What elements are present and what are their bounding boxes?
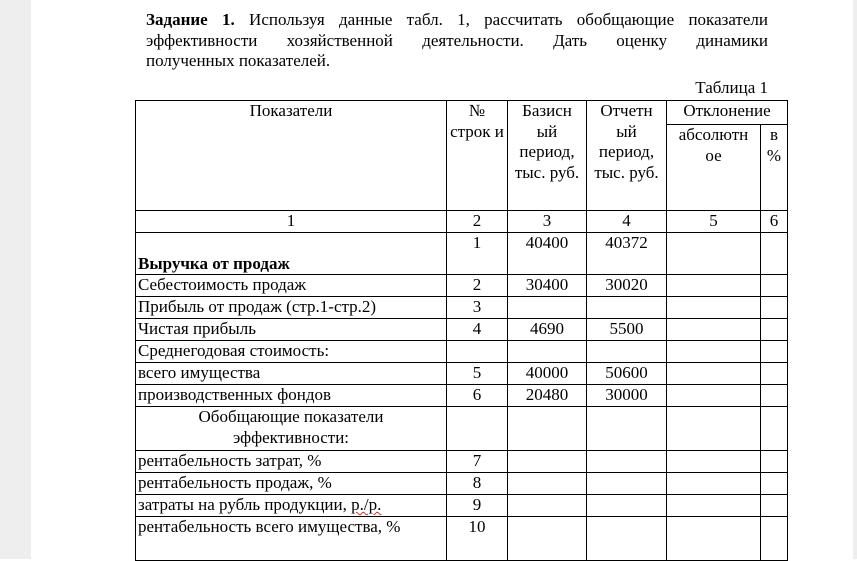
row-absolute-value bbox=[667, 451, 761, 473]
table-row bbox=[136, 233, 788, 275]
document-page bbox=[31, 0, 853, 559]
row-base-value: 30400 bbox=[508, 275, 587, 297]
row-base-value bbox=[508, 407, 587, 451]
row-name: Обобщающие показатели эффективности: bbox=[136, 407, 447, 451]
row-name: Себестоимость продаж bbox=[136, 275, 447, 297]
row-absolute-value bbox=[667, 385, 761, 407]
row-absolute-value bbox=[667, 319, 761, 341]
table-caption: Таблица 1 bbox=[695, 78, 768, 97]
task-line-2: эффективности хозяйственной деятельности. Дать оценку динамики bbox=[146, 30, 768, 50]
table-row bbox=[136, 495, 788, 517]
header-row-number: № строк и bbox=[447, 101, 508, 211]
row-number: 6 bbox=[447, 385, 508, 407]
table-row bbox=[136, 517, 788, 561]
row-report-value bbox=[587, 407, 667, 451]
row-report-value: 30000 bbox=[587, 385, 667, 407]
row-name bbox=[136, 495, 447, 517]
row-percent-value bbox=[761, 473, 788, 495]
row-percent-value bbox=[761, 407, 788, 451]
header-absolute: абсолютн ое bbox=[667, 125, 761, 211]
row-report-value bbox=[587, 473, 667, 495]
table-row bbox=[136, 451, 788, 473]
row-base-value bbox=[508, 517, 587, 561]
row-number bbox=[447, 341, 508, 363]
row-report-value bbox=[587, 341, 667, 363]
row-absolute-value bbox=[667, 473, 761, 495]
row-base-value: 40000 bbox=[508, 363, 587, 385]
task-paragraph bbox=[146, 10, 768, 72]
task-line-1 bbox=[146, 10, 768, 31]
column-number: 2 bbox=[447, 211, 508, 233]
table-row bbox=[136, 385, 788, 407]
row-name: Чистая прибыль bbox=[136, 319, 447, 341]
table-row bbox=[136, 473, 788, 495]
row-percent-value bbox=[761, 297, 788, 319]
row-report-value bbox=[587, 297, 667, 319]
row-absolute-value bbox=[667, 517, 761, 561]
row-base-value bbox=[508, 451, 587, 473]
row-percent-value bbox=[761, 385, 788, 407]
row-absolute-value bbox=[667, 363, 761, 385]
row-absolute-value bbox=[667, 407, 761, 451]
column-number: 5 bbox=[667, 211, 761, 233]
spellcheck-marked-text: р./р. bbox=[351, 495, 382, 514]
row-number: 1 bbox=[447, 233, 508, 275]
row-name-text: затраты на рубль продукции, bbox=[138, 495, 352, 514]
row-name: Прибыль от продаж (стр.1-стр.2) bbox=[136, 297, 447, 319]
table-row bbox=[136, 363, 788, 385]
left-margin-bar bbox=[0, 0, 32, 559]
row-number: 3 bbox=[447, 297, 508, 319]
task-label: Задание 1. bbox=[146, 10, 235, 29]
row-percent-value bbox=[761, 363, 788, 385]
row-number: 7 bbox=[447, 451, 508, 473]
indicators-table bbox=[135, 100, 788, 561]
row-absolute-value bbox=[667, 233, 761, 275]
row-absolute-value bbox=[667, 297, 761, 319]
task-line-3: полученных показателей. bbox=[146, 51, 331, 70]
column-number-row bbox=[136, 211, 788, 233]
row-name: рентабельность затрат, % bbox=[136, 451, 447, 473]
task-text-1: Используя данные табл. 1, рассчитать обобщающие показатели bbox=[249, 10, 768, 29]
row-percent-value bbox=[761, 451, 788, 473]
header-deviation: Отклонение bbox=[667, 101, 788, 125]
row-report-value bbox=[587, 451, 667, 473]
row-base-value: 4690 bbox=[508, 319, 587, 341]
row-base-value bbox=[508, 341, 587, 363]
column-number: 6 bbox=[761, 211, 788, 233]
row-number: 10 bbox=[447, 517, 508, 561]
row-report-value: 40372 bbox=[587, 233, 667, 275]
row-percent-value bbox=[761, 341, 788, 363]
row-absolute-value bbox=[667, 341, 761, 363]
row-number: 2 bbox=[447, 275, 508, 297]
row-number: 9 bbox=[447, 495, 508, 517]
column-number: 4 bbox=[587, 211, 667, 233]
header-base-period: Базисн ый период, тыс. руб. bbox=[508, 101, 587, 211]
table-row bbox=[136, 297, 788, 319]
row-number bbox=[447, 407, 508, 451]
table-row bbox=[136, 407, 788, 451]
row-percent-value bbox=[761, 275, 788, 297]
row-base-value: 40400 bbox=[508, 233, 587, 275]
right-margin-bar bbox=[853, 0, 857, 559]
table-row bbox=[136, 319, 788, 341]
row-name: производственных фондов bbox=[136, 385, 447, 407]
row-report-value bbox=[587, 517, 667, 561]
row-number: 8 bbox=[447, 473, 508, 495]
row-report-value: 50600 bbox=[587, 363, 667, 385]
column-number: 1 bbox=[136, 211, 447, 233]
row-absolute-value bbox=[667, 495, 761, 517]
row-name: рентабельность всего имущества, % bbox=[136, 517, 447, 561]
header-percent: в % bbox=[761, 125, 788, 211]
row-base-value bbox=[508, 297, 587, 319]
header-row-1 bbox=[136, 101, 788, 125]
row-absolute-value bbox=[667, 275, 761, 297]
row-percent-value bbox=[761, 233, 788, 275]
header-report-period: Отчетн ый период, тыс. руб. bbox=[587, 101, 667, 211]
row-name: Среднегодовая стоимость: bbox=[136, 341, 447, 363]
header-indicators: Показатели bbox=[136, 101, 447, 211]
row-percent-value bbox=[761, 495, 788, 517]
row-percent-value bbox=[761, 517, 788, 561]
row-base-value bbox=[508, 473, 587, 495]
row-name: рентабельность продаж, % bbox=[136, 473, 447, 495]
column-number: 3 bbox=[508, 211, 587, 233]
table-row bbox=[136, 341, 788, 363]
table-row bbox=[136, 275, 788, 297]
row-number: 4 bbox=[447, 319, 508, 341]
row-number: 5 bbox=[447, 363, 508, 385]
row-base-value bbox=[508, 495, 587, 517]
row-name: всего имущества bbox=[136, 363, 447, 385]
row-report-value bbox=[587, 495, 667, 517]
row-report-value: 5500 bbox=[587, 319, 667, 341]
row-report-value: 30020 bbox=[587, 275, 667, 297]
row-name: Выручка от продаж bbox=[136, 233, 447, 275]
row-base-value: 20480 bbox=[508, 385, 587, 407]
row-percent-value bbox=[761, 319, 788, 341]
